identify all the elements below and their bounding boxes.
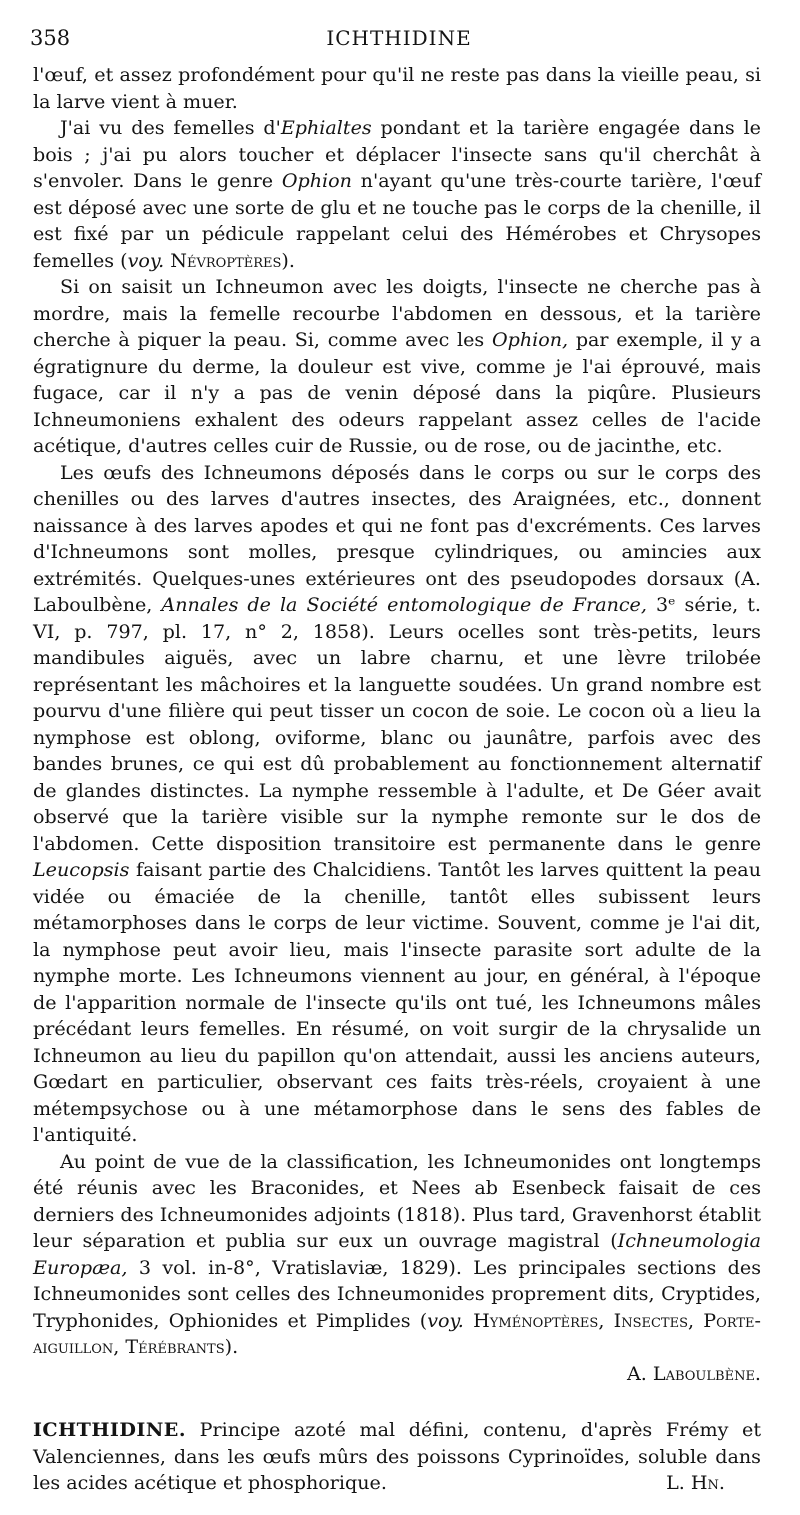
genus-name: Ophion — [281, 169, 352, 192]
text-run: Au point de vue de la classification, les Ichneumonides ont longtemps été réunis avec les Braconides, et Nees ab Esenbeck faisait de ces derniers des Ichneumonides adjoints (1818). Plus tard, Gravenhorst établit leur séparation et publia sur eux un ouvrage magistral ( — [33, 1149, 761, 1252]
text-run: Si on saisit un Ichneumon avec les doigts, l'insecte ne cherche pas à mordre, mais la femelle recourbe l'abdomen en dessous, et la tarière cherche à piquer la peau. Si, comme avec les — [33, 275, 761, 351]
journal-title: Annales de la Société entomologique de France, — [161, 593, 647, 616]
entry-text: Principe azoté mal défini, contenu, d'après Frémy et Valenciennes, dans les œufs mûrs des poissons Cyprinoïdes, soluble dans les acides acétique et phosphorique. — [33, 1418, 761, 1494]
paragraph-1 — [33, 62, 761, 115]
entry-signature: L. Hn. — [666, 1471, 725, 1494]
paragraph-1-text: l'œuf, et assez profondément pour qu'il ne reste pas dans la vieille peau, si la larve vient à muer. — [33, 63, 761, 113]
article-body — [33, 62, 761, 1497]
text-run: ). — [281, 248, 295, 272]
paragraph-2 — [33, 115, 761, 274]
text-run: 3ᵉ série, t. VI, p. 797, pl. 17, n° 2, 1858). Leurs ocelles sont très-petits, leurs mandibules aiguës, avec un labre charnu, et une lèvre trilobée représentant les mâchoires et la languette soudées. Un grand nombre est pourvu d'une filière qui peut tisser un cocon de soie. Le cocon où a lieu la nymphose est oblong, oviforme, blanc ou jaunâtre, parfois avec des bandes brunes, ce qui est dû probablement au fonctionnement alternatif de glandes distinctes. La nymphe ressemble à l'adulte, et De Géer avait observé que la tarière visible sur la nymphe remonte sur le dos de l'abdomen. Cette disposition transitoire est permanente dans le genre — [33, 593, 761, 855]
genus-name: Ephialtes — [280, 116, 372, 139]
text-run: ). — [224, 1335, 239, 1358]
cross-reference-term: Hyménoptères, Insectes, Porte-aiguillon, Térébrants — [33, 1308, 761, 1358]
text-run: J'ai vu des femelles d' — [60, 116, 281, 139]
page-header — [30, 26, 768, 56]
genus-name: Ophion, — [491, 328, 569, 351]
cross-reference-term: Névroptères — [170, 248, 282, 272]
text-run: pondant et la tarière engagée dans le bois ; j'ai pu alors toucher et déplacer l'insecte sans qu'il cherchât à s'envoler. Dans le genre — [33, 116, 761, 192]
paragraph-3 — [33, 274, 761, 460]
text-run: par exemple, il y a égratignure du derme, la douleur est vive, comme je l'ai éprouvé, mais fugace, car il n'y a pas de venin déposé dans la piqûre. Plusieurs Ichneumoniens exhalent des odeurs rappelant assez celles de l'acide acétique, d'autres celles cuir de Russie, ou de rose, ou de jacinthe, etc. — [33, 328, 761, 457]
paragraph-4 — [33, 460, 761, 1149]
cross-reference-voy: voy. — [127, 248, 165, 272]
text-run: n'ayant qu'une très-courte tarière, l'œuf est déposé avec une sorte de glu et ne touche pas le corps de la chenille, il est fixé par un pédicule rappelant celui des Hémérobes et Chrysopes femelles ( — [33, 169, 761, 272]
page-number: 358 — [30, 26, 71, 50]
cross-reference-voy: voy. — [427, 1308, 464, 1332]
genus-name: Leucopsis — [33, 858, 130, 881]
author-signature-text: A. Laboulbène. — [626, 1361, 761, 1385]
paragraph-5 — [33, 1149, 761, 1361]
dictionary-entry — [33, 1417, 761, 1497]
author-signature — [33, 1361, 761, 1388]
text-run: 3 vol. in-8°, Vratislaviæ, 1829). Les principales sections des Ichneumonides sont celles des Ichneumonides proprement dits, Cryptides, Tryphonides, Ophionides et Pimplides ( — [33, 1255, 761, 1332]
text-run: faisant partie des Chalcidiens. Tantôt les larves quittent la peau vidée ou émaciée de la chenille, tantôt elles subissent leurs métamorphoses dans le corps de leur victime. Souvent, comme je l'ai dit, la nymphose peut avoir lieu, mais l'insecte parasite sort adulte de la nymphe morte. Les Ichneumons viennent au jour, en général, à l'époque de l'apparition normale de l'insecte qu'ils ont tué, les Ichneumons mâles précédant leurs femelles. En résumé, on voit surgir de la chrysalide un Ichneumon au lieu du papillon qu'on attendait, aussi les anciens auteurs, Gœdart en particulier, observant ces faits très-réels, croyaient à une métempsychose ou à une métamorphose dans le sens des fables de l'antiquité. — [33, 858, 761, 1146]
book-title: Ichneumologia Europæa, — [33, 1229, 761, 1279]
entry-headword: ICHTHIDINE. — [33, 1418, 186, 1441]
running-title: ICHTHIDINE — [326, 26, 472, 50]
text-run: Les œufs des Ichneumons déposés dans le corps ou sur le corps des chenilles ou des larves d'autres insectes, des Araignées, etc., donnent naissance à des larves apodes et qui ne font pas d'excréments. Ces larves d'Ichneumons sont molles, presque cylindriques, ou amincies aux extrémités. Quelques-unes extérieures ont des pseudopodes dorsaux (A. Laboulbène, — [33, 460, 761, 616]
